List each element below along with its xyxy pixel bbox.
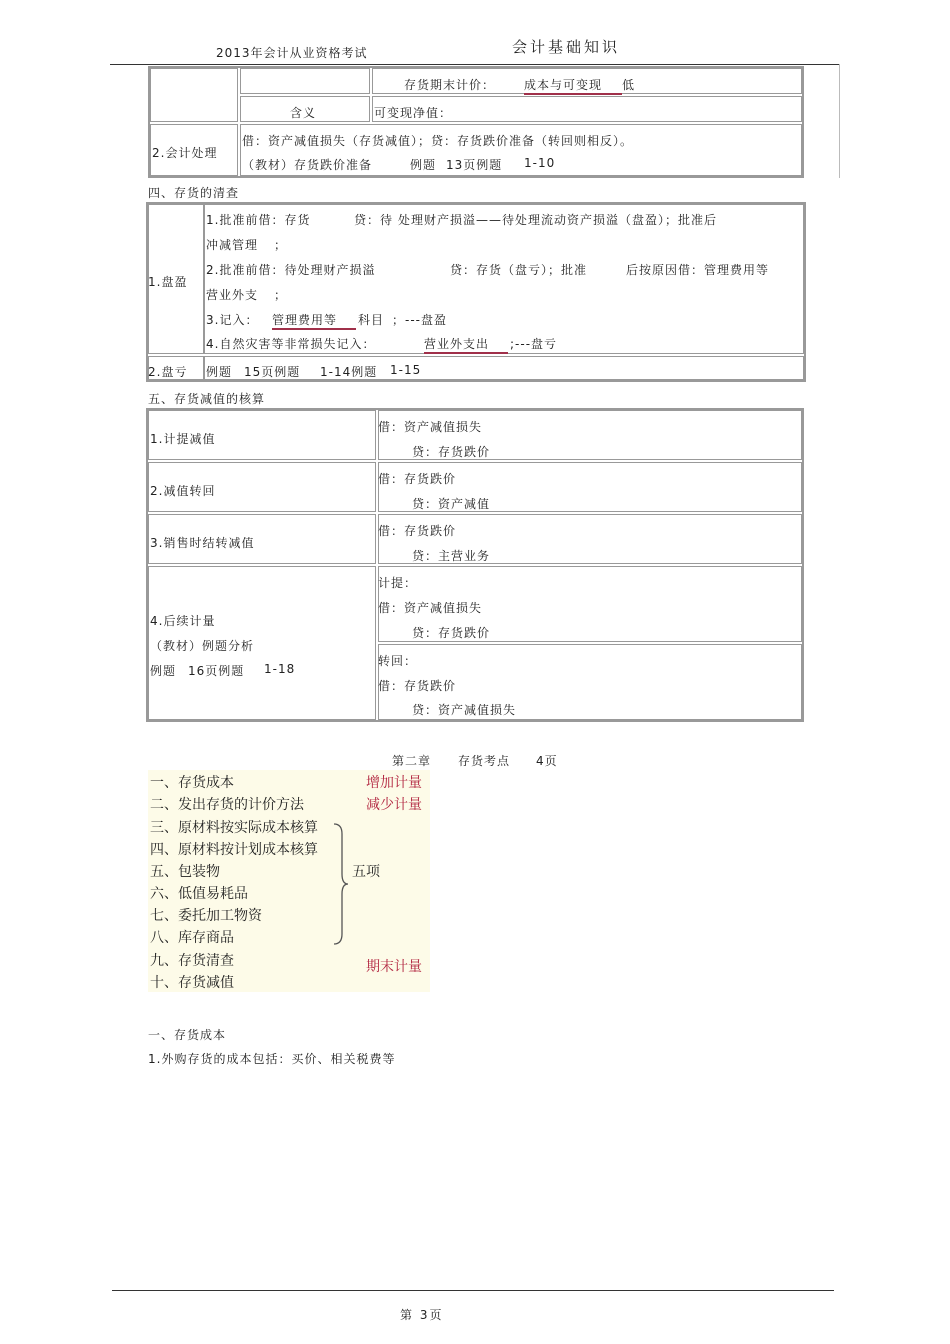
t3-row4-sub1b: 借：资产减值损失 [378,601,483,615]
outline-figure [148,770,430,992]
t3-row1-a: 借：资产减值损失 [378,420,483,434]
r1c2-end: 低 [622,78,636,92]
t3-row4-label3c: 1-18 [264,662,296,676]
r3-label: 2.会计处理 [152,146,218,160]
t3-row3-a: 借：存货跌价 [378,524,457,538]
outline-item-8: 八、库存商品 [150,930,234,946]
t3-row1-label: 1.计提减值 [150,432,216,446]
r3-line2d: 1-10 [524,156,556,170]
t3-row4-sub1c: 贷：存货跌价 [412,626,491,640]
t2-r2c: 1-14例题 [320,365,378,379]
section-2-title: 四、存货的清查 [148,186,240,200]
t3-row4-sub2c: 贷：资产减值损失 [412,703,517,717]
t3-row2-a: 借：存货跌价 [378,472,457,486]
header-vertical-rule [839,64,840,178]
t2-l2: 冲减管理 [206,238,259,252]
t2-label2: 2.盘亏 [148,365,188,379]
t3-row4-sub1a: 计提： [378,576,418,590]
t2-r2b: 15页例题 [244,365,301,379]
r3-line2a: （教材）存货跌价准备 [242,158,373,172]
t3-row4-label3b: 16页例题 [188,664,245,678]
t2-l4: 营业外支 [206,288,259,302]
t3-row4-sub2a: 转回： [378,654,418,668]
t2-l4b: ； [274,288,288,302]
r3-line2c: 13页例题 [446,158,503,172]
t3-row3-label: 3.销售时结转减值 [150,536,255,550]
t2-l2b: ； [274,238,288,252]
section-3-title: 五、存货减值的核算 [148,392,266,406]
t2-l5b: 科目 [358,313,385,327]
t3-row3-b: 贷：主营业务 [412,549,491,563]
outline-brace-label: 五项 [352,864,380,880]
t2-l1a: 1.批准前借：存货 [206,213,311,227]
t2-l6c: ;---盘亏 [510,337,558,351]
outline-red-end: 期末计量 [366,959,422,975]
t2-l5c: ；---盘盈 [392,313,447,327]
outline-item-4: 四、原材料按计划成本核算 [150,842,318,858]
t2-l3b: 贷：存货（盘亏）；批准 [450,263,588,277]
r1c2-underlined: 成本与可变现 [524,76,622,95]
section-4-line: 1.外购存货的成本包括：买价、相关税费等 [148,1052,396,1066]
page-number: 第 3页 [400,1308,444,1322]
t2-l1b: 贷：待 [354,213,394,227]
t3-row2-b: 贷：资产减值 [412,497,491,511]
t2-r2a: 例题 [206,365,233,379]
r3-line2b: 例题 [410,158,437,172]
outline-red-decrease: 减少计量 [366,797,422,813]
t3-row1-b: 贷：存货跌价 [412,445,491,459]
header-right: 会计基础知识 [512,38,621,56]
t2-l1c: 处理财产损溢——待处理流动资产损溢（盘盈）；批准后 [398,213,718,227]
r1c2-text: 存货期末计价： [404,78,496,92]
t3-row4-sub2b: 借：存货跌价 [378,679,457,693]
outline-item-7: 七、委托加工物资 [150,908,262,924]
footer-rule [112,1290,834,1291]
header-rule [110,64,840,65]
section-4-title: 一、存货成本 [148,1028,227,1042]
outline-item-10: 十、存货减值 [150,975,234,991]
chapter-a: 第二章 [392,754,432,768]
header-left: 2013年会计从业资格考试 [216,46,368,60]
t2-r2d: 1-15 [390,363,422,377]
outline-red-increase: 增加计量 [366,775,422,791]
t3-row4-label3a: 例题 [150,664,177,678]
outline-item-1: 一、存货成本 [150,775,234,791]
outline-item-3: 三、原材料按实际成本核算 [150,820,318,836]
table-1-r1c1 [240,68,370,94]
t2-l6a: 4.自然灾害等非常损失记入： [206,337,376,351]
outline-item-2: 二、发出存货的计价方法 [150,797,304,813]
t2-l3a: 2.批准前借：待处理财产损溢 [206,263,376,277]
chapter-c: 4页 [536,754,558,768]
t3-row4-label2: （教材）例题分析 [150,639,255,653]
t2-l5a: 3.记入： [206,313,259,327]
r3-line1: 借：资产减值损失（存货减值）；贷：存货跌价准备（转回则相反）。 [242,134,634,148]
t3-row4-label: 4.后续计量 [150,614,216,628]
outline-item-5: 五、包装物 [150,864,220,880]
t2-l6-underlined: 营业外支出 [424,335,508,354]
r2c1-text: 含义 [290,106,317,120]
t2-l5-underlined: 管理费用等 [272,311,356,330]
outline-item-6: 六、低值易耗品 [150,886,248,902]
chapter-b: 存货考点 [458,754,511,768]
r2c2-text: 可变现净值： [374,106,453,120]
t2-l3c: 后按原因借：管理费用等 [626,263,770,277]
t2-label1: 1.盘盈 [148,275,188,289]
table-1-r1-label-cell [150,68,238,122]
t3-row2-label: 2.减值转回 [150,484,216,498]
outline-item-9: 九、存货清查 [150,953,234,969]
brace-icon [330,822,350,946]
